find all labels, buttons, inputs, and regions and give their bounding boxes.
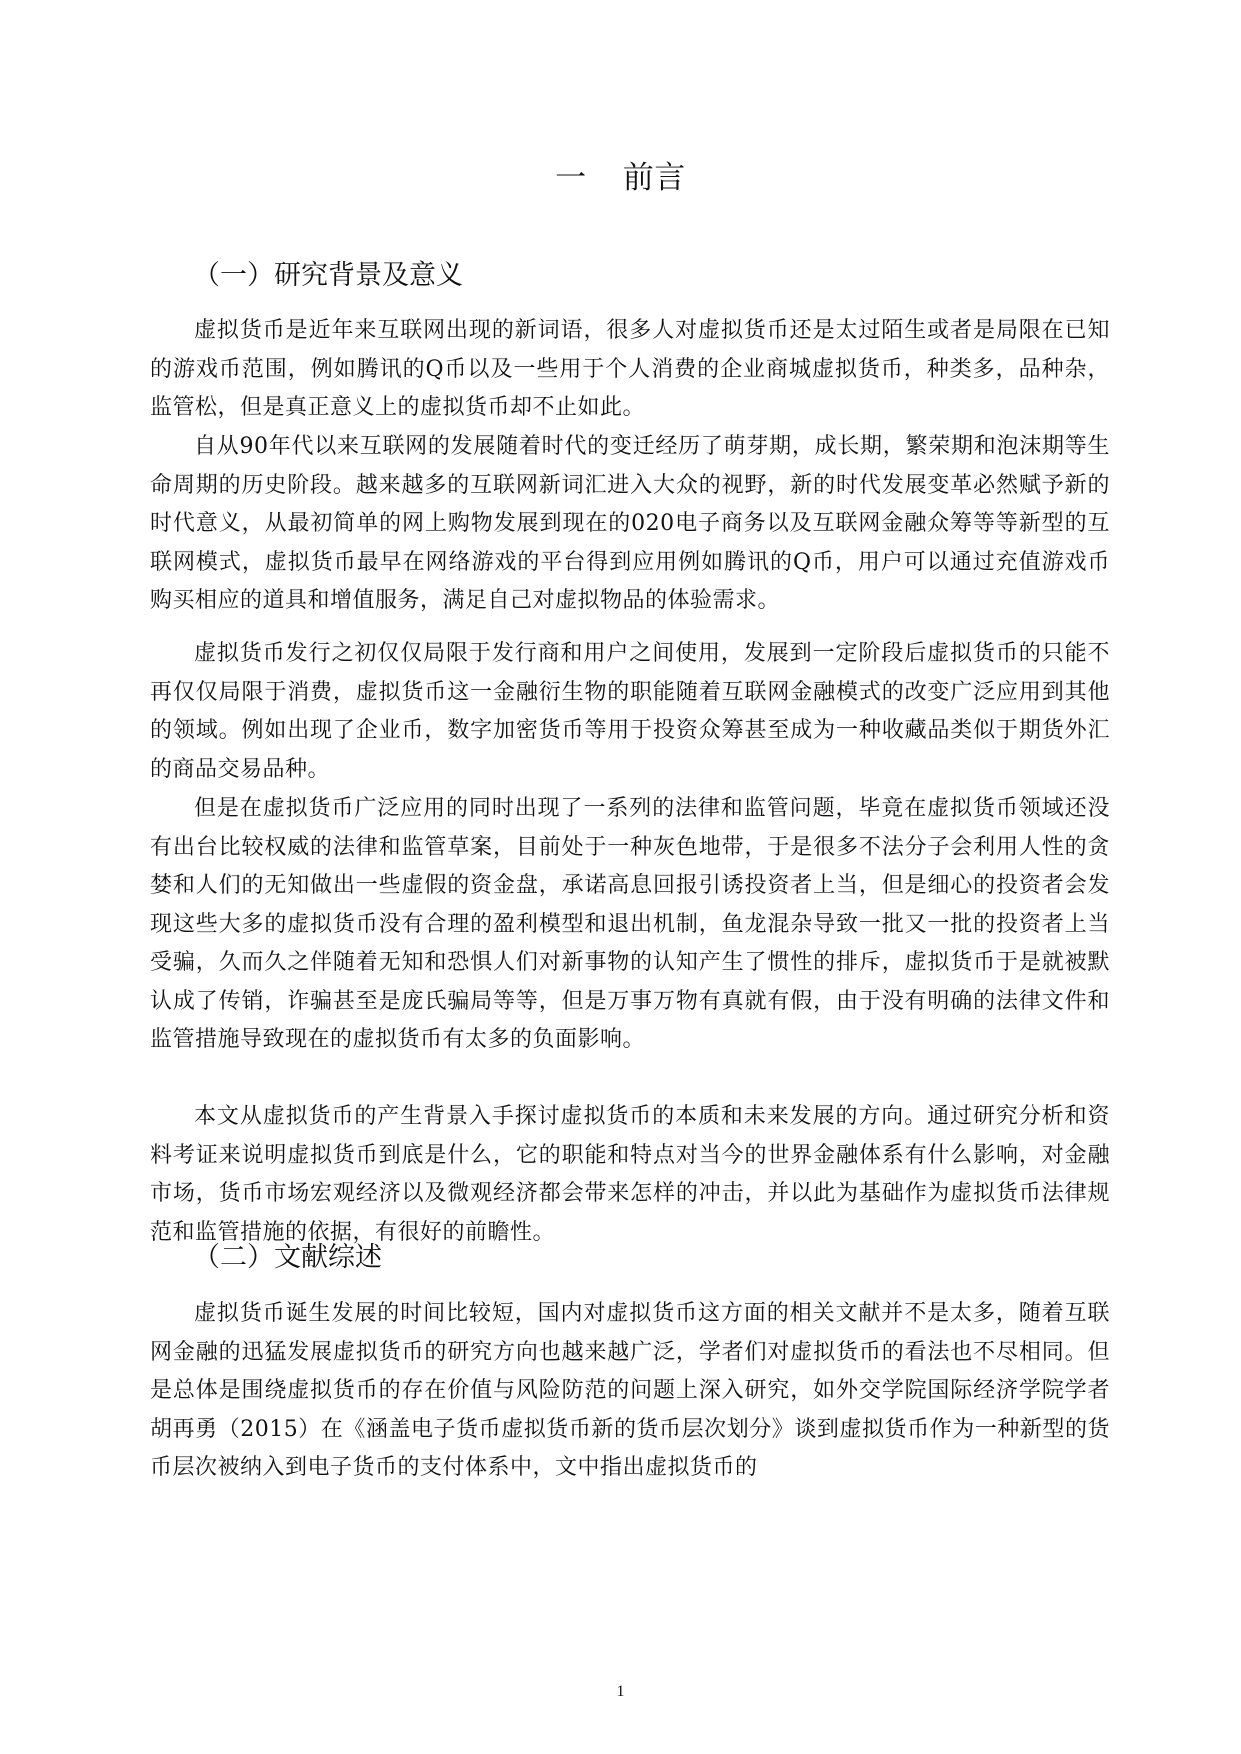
paragraph: 本文从虚拟货币的产生背景入手探讨虚拟货币的本质和未来发展的方向。通过研究分析和资料考证来说明虚拟货币到底是什么，它的职能和特点对当今的世界金融体系有什么影响，对金融市场，货币市场宏观经济以及微观经济都会带来怎样的冲击，并以此为基础作为虚拟货币法律规范和监管措施的依据，有很好的前瞻性。 <box>150 1104 1110 1245</box>
paragraph: 虚拟货币发行之初仅仅局限于发行商和用户之间使用，发展到一定阶段后虚拟货币的只能不再仅仅局限于消费，虚拟货币这一金融衍生物的职能随着互联网金融模式的改变广泛应用到其他的领域。例如出现了企业币，数字加密货币等用于投资众筹甚至成为一种收藏品类似于期货外汇的商品交易品种。 <box>150 641 1110 782</box>
paragraph: 虚拟货币诞生发展的时间比较短，国内对虚拟货币这方面的相关文献并不是太多，随着互联网金融的迅猛发展虚拟货币的研究方向也越来越广泛，学者们对虚拟货币的看法也不尽相同。但是总体是围绕虚拟货币的存在价值与风险防范的问题上深入研究，如外交学院国际经济学院学者胡再勇（2015）在《涵盖电子货币虚拟货币新的货币层次划分》谈到虚拟货币作为一种新型的货币层次被纳入到电子货币的支付体系中，文中指出虚拟货币的 <box>150 1301 1110 1480</box>
section-heading-literature-review: （二）文献综述 <box>193 1242 382 1273</box>
page-number: 1 <box>616 1683 625 1700</box>
chapter-title-text: 前言 <box>622 160 686 196</box>
paragraph: 虚拟货币是近年来互联网出现的新词语，很多人对虚拟货币还是太过陌生或者是局限在已知的游戏币范围，例如腾讯的Q币以及一些用于个人消费的企业商城虚拟货币，种类多，品种杂，监管松，但是真正意义上的虚拟货币却不止如此。 <box>150 318 1110 420</box>
paragraph: 但是在虚拟货币广泛应用的同时出现了一系列的法律和监管问题，毕竟在虚拟货币领域还没有出台比较权威的法律和监管草案，目前处于一种灰色地带，于是很多不法分子会利用人性的贪婪和人们的无知做出一些虚假的资金盘，承诺高息回报引诱投资者上当，但是细心的投资者会发现这些大多的虚拟货币没有合理的盈利模型和退出机制，鱼龙混杂导致一批又一批的投资者上当受骗，久而久之伴随着无知和恐惧人们对新事物的认知产生了惯性的排斥，虚拟货币于是就被默认成了传销，诈骗甚至是庞氏骗局等等，但是万事万物有真就有假，由于没有明确的法律文件和监管措施导致现在的虚拟货币有太多的负面影响。 <box>150 796 1110 1052</box>
chapter-title <box>0 158 1241 198</box>
paragraph: 自从90年代以来互联网的发展随着时代的变迁经历了萌芽期，成长期，繁荣期和泡沫期等生命周期的历史阶段。越来越多的互联网新词汇进入大众的视野，新的时代发展变革必然赋予新的时代意义，从最初简单的网上购物发展到现在的020电子商务以及互联网金融众筹等等新型的互联网模式，虚拟货币最早在网络游戏的平台得到应用例如腾讯的Q币，用户可以通过充值游戏币购买相应的道具和增值服务，满足自己对虚拟物品的体验需求。 <box>150 434 1110 613</box>
section-heading-background: （一）研究背景及意义 <box>193 260 463 291</box>
chapter-number: 一 <box>555 160 587 196</box>
